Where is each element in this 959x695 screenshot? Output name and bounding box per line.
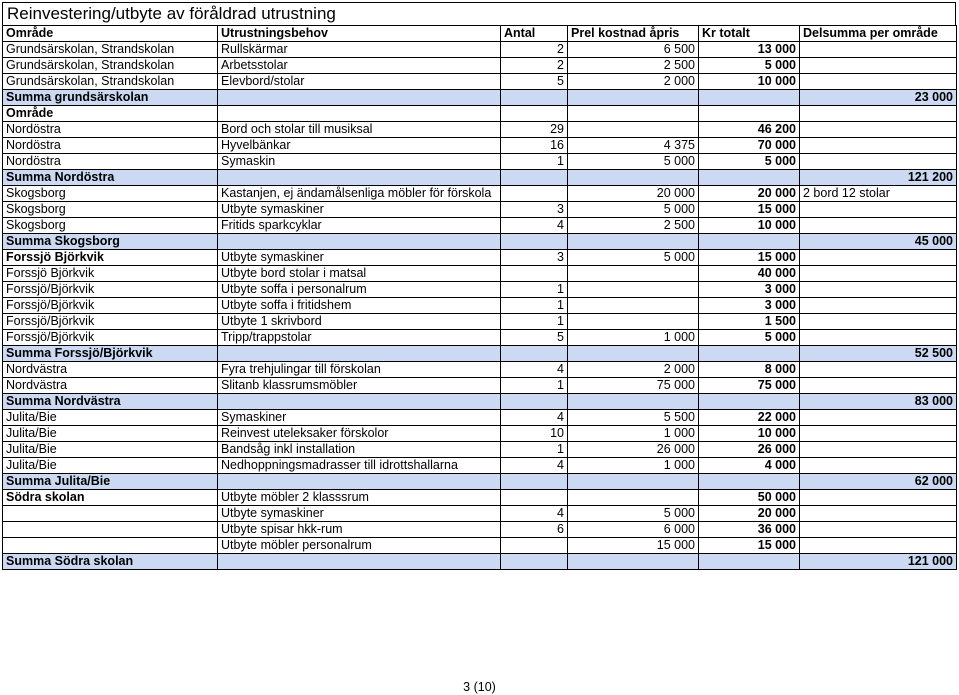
table-row [3,122,957,138]
table-row [3,458,957,474]
table-row [3,154,957,170]
table-row [3,426,957,442]
table-cell: 2 500 [568,218,699,234]
table-cell: 26 000 [568,442,699,458]
table-cell [800,538,957,554]
table-cell [800,250,957,266]
table-cell [218,474,501,490]
table-cell: Nordvästra [3,362,218,378]
subheader-row [3,106,957,122]
table-cell: 1 000 [568,458,699,474]
header-row [3,26,957,42]
table-cell: Forssjö/Björkvik [3,314,218,330]
table-cell: Summa grundsärskolan [3,90,218,106]
table-cell [568,234,699,250]
table-cell: Symaskiner [218,410,501,426]
table-cell: Summa Södra skolan [3,554,218,570]
table-cell: Grundsärskolan, Strandskolan [3,74,218,90]
table-cell [800,282,957,298]
table-cell [568,122,699,138]
table-cell [568,282,699,298]
summary-row [3,90,957,106]
table-cell: 1 000 [568,330,699,346]
table-cell: Summa Skogsborg [3,234,218,250]
table-cell: 10 [501,426,568,442]
spreadsheet [2,2,956,570]
table-cell: Summa Julita/Bie [3,474,218,490]
table-cell [800,122,957,138]
table-cell [3,506,218,522]
table-cell: Utbyte 1 skrivbord [218,314,501,330]
table-cell [568,490,699,506]
table-cell: Grundsärskolan, Strandskolan [3,58,218,74]
table-row [3,42,957,58]
table-cell: 1 [501,442,568,458]
table-cell [800,218,957,234]
table-cell: Rullskärmar [218,42,501,58]
table-cell [800,138,957,154]
table-cell [218,90,501,106]
table-cell [501,346,568,362]
header-cell: Område [3,26,218,42]
table-cell: 1 [501,298,568,314]
summary-row [3,554,957,570]
table-cell [501,186,568,202]
table-cell [800,410,957,426]
table-cell: 10 000 [699,426,800,442]
table-cell [501,538,568,554]
table-row [3,74,957,90]
table-cell: Utbyte möbler personalrum [218,538,501,554]
table-row [3,186,957,202]
table-cell: 16 [501,138,568,154]
table-cell: 1 [501,314,568,330]
table-cell: 26 000 [699,442,800,458]
table-cell: Skogsborg [3,202,218,218]
table-cell [800,330,957,346]
table-cell: 2 000 [568,362,699,378]
table-cell: Symaskin [218,154,501,170]
table-cell: 4 [501,218,568,234]
page-number: 3 (10) [463,680,496,694]
header-cell: Antal [501,26,568,42]
sheet-title: Reinvestering/utbyte av föråldrad utrustning [2,2,956,25]
table-cell: 2 500 [568,58,699,74]
table-row [3,250,957,266]
table-cell: Forssjö Björkvik [3,250,218,266]
table-cell: 4 [501,458,568,474]
table-cell: 5 000 [568,506,699,522]
table-cell: Summa Nordvästra [3,394,218,410]
table-row [3,538,957,554]
table-cell: Nordöstra [3,154,218,170]
table-cell [218,170,501,186]
table-cell: 10 000 [699,74,800,90]
table-cell: Utbyte bord stolar i matsal [218,266,501,282]
table-cell: 2 000 [568,74,699,90]
table-row [3,298,957,314]
table-cell: Forssjö/Björkvik [3,282,218,298]
table-cell [800,202,957,218]
table-cell: 15 000 [568,538,699,554]
table-cell [501,474,568,490]
table-cell: Fritids sparkcyklar [218,218,501,234]
table-cell: 45 000 [800,234,957,250]
table-cell: Utbyte symaskiner [218,250,501,266]
table-cell: Nordvästra [3,378,218,394]
summary-row [3,170,957,186]
table-cell: 5 000 [699,330,800,346]
summary-row [3,234,957,250]
table-cell [218,394,501,410]
table-row [3,362,957,378]
table-cell [699,170,800,186]
table-cell: Slitanb klassrumsmöbler [218,378,501,394]
table-cell: 50 000 [699,490,800,506]
table-cell: Forssjö/Björkvik [3,330,218,346]
table-row [3,522,957,538]
table-cell: 5 [501,74,568,90]
table-cell: Reinvest uteleksaker förskolor [218,426,501,442]
table-cell: 4 000 [699,458,800,474]
table-cell: Kastanjen, ej ändamålsenliga möbler för förskola [218,186,501,202]
table-cell [568,346,699,362]
table-row [3,442,957,458]
table-cell: Bandsåg inkl installation [218,442,501,458]
table-cell [699,90,800,106]
table-cell: Utbyte soffa i fritidshem [218,298,501,314]
table-cell: 6 500 [568,42,699,58]
table-cell: Fyra trehjulingar till förskolan [218,362,501,378]
table-cell [501,90,568,106]
table-cell [501,266,568,282]
table-cell: 22 000 [699,410,800,426]
table-cell [568,314,699,330]
table-cell [800,58,957,74]
table-cell: 1 [501,378,568,394]
table-cell [218,106,501,122]
table-cell: 83 000 [800,394,957,410]
table-cell [800,458,957,474]
table-cell: Nordöstra [3,122,218,138]
table-cell [699,234,800,250]
table-cell [800,314,957,330]
table-row [3,506,957,522]
table-cell [501,106,568,122]
header-cell: Delsumma per område [800,26,957,42]
table-cell: 40 000 [699,266,800,282]
summary-row [3,474,957,490]
table-cell [800,266,957,282]
table-cell [501,554,568,570]
table-cell: 20 000 [699,186,800,202]
table-cell: 20 000 [568,186,699,202]
table-row [3,218,957,234]
table-cell: 13 000 [699,42,800,58]
table-cell: Utbyte soffa i personalrum [218,282,501,298]
table-cell: 5 000 [568,250,699,266]
table-cell: Forssjö Björkvik [3,266,218,282]
table-cell [699,346,800,362]
equipment-table [2,25,957,570]
table-cell: 15 000 [699,538,800,554]
table-row [3,314,957,330]
table-cell: Bord och stolar till musiksal [218,122,501,138]
table-cell: 4 [501,362,568,378]
header-cell: Prel kostnad åpris [568,26,699,42]
table-cell: Utbyte möbler 2 klasssrum [218,490,501,506]
table-cell [501,394,568,410]
table-row [3,58,957,74]
table-cell: 52 500 [800,346,957,362]
table-cell [800,442,957,458]
table-cell: Utbyte symaskiner [218,506,501,522]
table-cell [800,298,957,314]
table-row [3,410,957,426]
table-cell: Skogsborg [3,218,218,234]
table-row [3,138,957,154]
table-row [3,266,957,282]
table-cell: Nedhoppningsmadrasser till idrottshallarna [218,458,501,474]
table-cell [699,394,800,410]
table-cell: 5 000 [568,154,699,170]
table-cell: 36 000 [699,522,800,538]
table-cell [699,474,800,490]
table-cell [568,474,699,490]
table-cell [800,490,957,506]
table-cell: Summa Nordöstra [3,170,218,186]
table-cell: 3 [501,202,568,218]
table-cell: Skogsborg [3,186,218,202]
summary-row [3,346,957,362]
table-cell: 121 000 [800,554,957,570]
table-cell [568,170,699,186]
table-cell: Julita/Bie [3,410,218,426]
table-cell: 5 000 [699,58,800,74]
table-cell: 5 500 [568,410,699,426]
table-cell: 29 [501,122,568,138]
table-cell: 75 000 [699,378,800,394]
table-cell [800,362,957,378]
table-cell [699,106,800,122]
table-cell: 62 000 [800,474,957,490]
table-cell: 5 000 [699,154,800,170]
table-cell: Utbyte symaskiner [218,202,501,218]
table-cell [501,234,568,250]
table-cell: 75 000 [568,378,699,394]
table-cell: 2 bord 12 stolar [800,186,957,202]
table-cell: Summa Forssjö/Björkvik [3,346,218,362]
table-cell [3,538,218,554]
table-cell [800,506,957,522]
table-cell: 8 000 [699,362,800,378]
table-cell: Forssjö/Björkvik [3,298,218,314]
table-cell: Område [3,106,218,122]
header-cell: Utrustningsbehov [218,26,501,42]
table-row [3,378,957,394]
table-cell: Utbyte spisar hkk-rum [218,522,501,538]
table-cell: 46 200 [699,122,800,138]
table-cell: 6 000 [568,522,699,538]
table-cell: Julita/Bie [3,442,218,458]
table-cell: 20 000 [699,506,800,522]
table-cell: 5 000 [568,202,699,218]
table-row [3,490,957,506]
table-cell: Grundsärskolan, Strandskolan [3,42,218,58]
table-cell: Julita/Bie [3,426,218,442]
table-cell [568,266,699,282]
table-cell: 23 000 [800,90,957,106]
table-cell: Elevbord/stolar [218,74,501,90]
table-cell: Arbetsstolar [218,58,501,74]
table-cell: 70 000 [699,138,800,154]
table-cell: 4 375 [568,138,699,154]
table-cell: 1 [501,154,568,170]
table-cell: 3 000 [699,282,800,298]
table-cell [568,106,699,122]
table-cell [501,170,568,186]
table-row [3,282,957,298]
table-cell [568,298,699,314]
table-cell: Hyvelbänkar [218,138,501,154]
table-cell: 4 [501,506,568,522]
table-cell [501,490,568,506]
table-cell: 1 [501,282,568,298]
table-cell: 10 000 [699,218,800,234]
table-cell [568,394,699,410]
table-cell [218,554,501,570]
table-cell: 2 [501,58,568,74]
table-cell: Nordöstra [3,138,218,154]
table-cell: 121 200 [800,170,957,186]
table-cell [800,522,957,538]
table-cell: 3 [501,250,568,266]
table-cell [800,426,957,442]
table-cell [568,90,699,106]
table-cell [3,522,218,538]
table-cell: Tripp/trappstolar [218,330,501,346]
summary-row [3,394,957,410]
table-cell: 15 000 [699,202,800,218]
table-cell: 1 000 [568,426,699,442]
table-cell: 4 [501,410,568,426]
table-cell [800,42,957,58]
table-cell: 2 [501,42,568,58]
table-cell: 1 500 [699,314,800,330]
table-cell [800,378,957,394]
table-cell [800,74,957,90]
table-row [3,330,957,346]
header-cell: Kr totalt [699,26,800,42]
table-cell [218,234,501,250]
table-cell [699,554,800,570]
table-cell: Julita/Bie [3,458,218,474]
table-cell [568,554,699,570]
table-cell: 15 000 [699,250,800,266]
table-cell: Södra skolan [3,490,218,506]
table-cell: 6 [501,522,568,538]
table-cell: 3 000 [699,298,800,314]
table-cell [800,106,957,122]
table-row [3,202,957,218]
table-cell [218,346,501,362]
table-cell: 5 [501,330,568,346]
table-cell [800,154,957,170]
